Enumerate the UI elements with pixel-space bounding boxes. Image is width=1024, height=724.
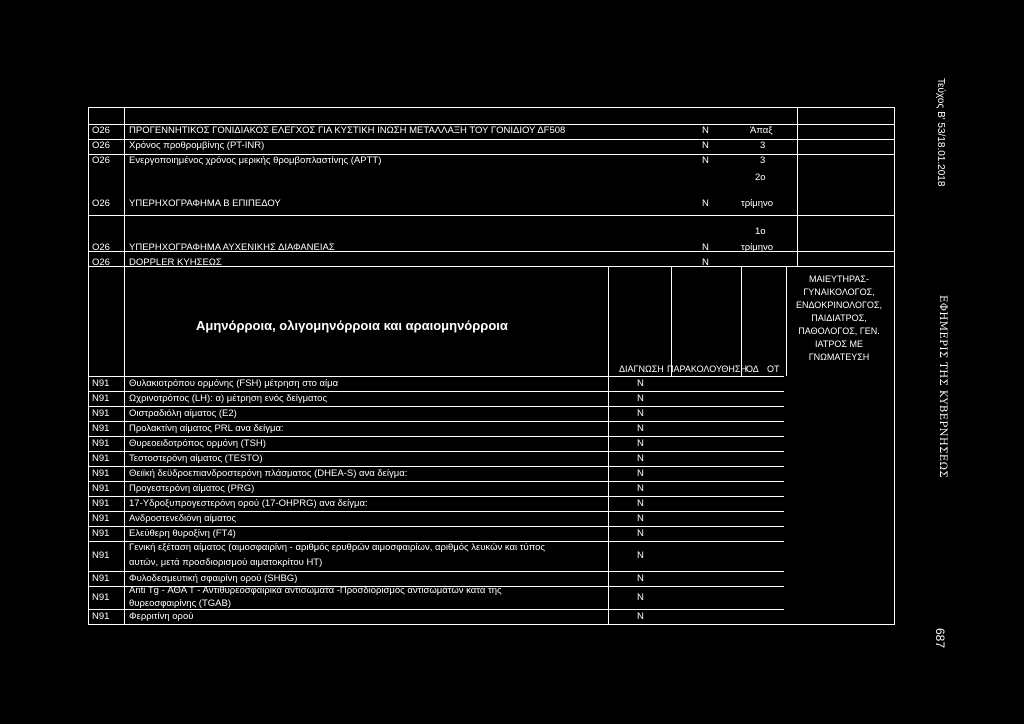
row-desc: Προλακτίνη αίματος PRL ανα δείγμα: bbox=[129, 423, 284, 434]
row-desc: Τεστοστερόνη αίματος (TESTO) bbox=[129, 453, 263, 464]
row-desc-line2: θυρεοσφαιρίνης (TGAB) bbox=[129, 598, 231, 609]
row-desc: Γενική εξέταση αίματος (αιμοσφαιρίνη - αριθμός ερυθρών αιμοσφαιρίων, αριθμός λευκών και τύπος bbox=[129, 542, 545, 553]
row-n: N bbox=[637, 513, 644, 524]
row-code: N91 bbox=[92, 611, 110, 622]
row-desc: DOPPLER ΚΥΗΣΕΩΣ bbox=[129, 257, 222, 268]
header-ot: ΟΤ bbox=[767, 364, 780, 374]
row-desc: Χρόνος προθρομβίνης (PT-INR) bbox=[129, 140, 265, 151]
page-number: 687 bbox=[933, 628, 947, 649]
row-desc: Φυλοδεσμευτική σφαιρίνη ορού (SHBG) bbox=[129, 573, 298, 584]
row-n: N bbox=[637, 550, 644, 561]
specialty-line: ΠΑΘΟΛΟΓΟΣ, ΓΕΝ. bbox=[798, 326, 880, 336]
row-n: N bbox=[637, 468, 644, 479]
row-desc: Οιστραδιόλη αίματος (Ε2) bbox=[129, 408, 237, 419]
specialty-line: ΠΑΙΔΙΑΤΡΟΣ, bbox=[811, 313, 867, 323]
row-code: N91 bbox=[92, 393, 110, 404]
row-code: O26 bbox=[92, 257, 110, 268]
row-desc: Θυρεοειδοτρόπος ορμόνη (TSH) bbox=[129, 438, 266, 449]
row-n: N bbox=[637, 393, 644, 404]
row-desc: Προγεστερόνη αίματος (PRG) bbox=[129, 483, 255, 494]
row-n: N bbox=[702, 155, 709, 166]
row-n: N bbox=[637, 423, 644, 434]
row-n: N bbox=[637, 498, 644, 509]
row-code: N91 bbox=[92, 423, 110, 434]
row-freq-ordinal: 1ο bbox=[755, 226, 766, 237]
row-desc-line2: αυτών, μετά προσδιορισμού αιματοκρίτου ΗΤ) bbox=[129, 557, 323, 568]
row-n: N bbox=[637, 483, 644, 494]
row-code: N91 bbox=[92, 592, 110, 603]
row-desc: Ανδροστενεδιόνη αίματος bbox=[129, 513, 237, 524]
row-code: N91 bbox=[92, 408, 110, 419]
specialties-header bbox=[786, 273, 892, 364]
specialty-line: ΜΑΙΕΥΤΗΡΑΣ- bbox=[809, 274, 869, 284]
row-code: N91 bbox=[92, 438, 110, 449]
header-followup: ΠΑΡΑΚΟΛΟΥΘΗΣΗ bbox=[667, 364, 747, 374]
row-code: N91 bbox=[92, 528, 110, 539]
row-code: O26 bbox=[92, 242, 110, 253]
row-n: N bbox=[702, 242, 709, 253]
row-desc: Ωχρινοτρόπος (LH): α) μέτρηση ενός δείγματος bbox=[129, 393, 328, 404]
header-od: ΟΔ bbox=[746, 364, 759, 374]
row-n: N bbox=[637, 528, 644, 539]
row-n: N bbox=[637, 592, 644, 603]
row-n: N bbox=[702, 257, 709, 268]
row-n: N bbox=[702, 125, 709, 136]
row-freq-period: τρίμηνο bbox=[741, 198, 774, 209]
section-title: Αμηνόρροια, ολιγομηνόρροια και αραιομηνόρροια bbox=[196, 318, 508, 333]
specialty-line: ΕΝΔΟΚΡΙΝΟΛΟΓΟΣ, bbox=[795, 300, 882, 310]
row-code: N91 bbox=[92, 378, 110, 389]
row-code: N91 bbox=[92, 498, 110, 509]
row-desc: ΥΠΕΡΗΧΟΓΡΑΦΗΜΑ Β ΕΠΙΠΕΔΟΥ bbox=[129, 198, 281, 209]
row-desc: 17-Υδροξυπρογεστερόνη ορού (17-OHPRG) ανα δείγμα: bbox=[129, 498, 368, 509]
row-freq-ordinal: 2ο bbox=[755, 172, 766, 183]
row-freq: 3 bbox=[760, 155, 766, 166]
row-code: N91 bbox=[92, 483, 110, 494]
row-n: N bbox=[637, 378, 644, 389]
gazette-label: ΕΦΗΜΕΡΙΣ ΤΗΣ ΚΥΒΕΡΝΗΣΕΩΣ bbox=[937, 295, 948, 478]
row-freq: Άπαξ bbox=[750, 125, 773, 136]
specialty-line: ΓΥΝΑΙΚΟΛΟΓΟΣ, bbox=[803, 287, 875, 297]
specialty-line: ΓΝΩΜΑΤΕΥΣΗ bbox=[808, 352, 870, 362]
row-desc: Φερριτίνη ορού bbox=[129, 611, 194, 622]
row-n: N bbox=[637, 611, 644, 622]
row-code: N91 bbox=[92, 453, 110, 464]
row-desc: Anti Tg - ΑΘΑ Τ - Αντιθυρεοσφαιρικά αντισώματα -Προσδιορισμός αντισωμάτων κατά της bbox=[129, 585, 502, 596]
row-freq-period: τρίμηνο bbox=[741, 242, 774, 253]
row-desc: Ελεύθερη θυροξίνη (FT4) bbox=[129, 528, 236, 539]
row-desc: Θυλακιοτρόπου ορμόνης (FSH) μέτρηση στο αίμα bbox=[129, 378, 339, 389]
row-code: N91 bbox=[92, 550, 110, 561]
row-code: O26 bbox=[92, 125, 110, 136]
specialty-line: ΙΑΤΡΟΣ ΜΕ bbox=[815, 339, 863, 349]
row-code: N91 bbox=[92, 573, 110, 584]
row-code: O26 bbox=[92, 140, 110, 151]
row-n: N bbox=[637, 408, 644, 419]
row-desc: Θειϊκή δεϋδροεπιανδροστερόνη πλάσματος (DHEA-S) ανα δείγμα: bbox=[129, 468, 408, 479]
row-n: N bbox=[637, 438, 644, 449]
row-code: O26 bbox=[92, 198, 110, 209]
issue-label: Τεύχος Β' 53/18.01.2018 bbox=[935, 78, 946, 187]
row-desc: ΥΠΕΡΗΧΟΓΡΑΦΗΜΑ ΑΥΧΕΝΙΚΗΣ ΔΙΑΦΑΝΕΙΑΣ bbox=[129, 242, 335, 253]
row-code: N91 bbox=[92, 468, 110, 479]
row-desc: ΠΡΟΓΕΝΝΗΤΙΚΟΣ ΓΟΝΙΔΙΑΚΟΣ ΕΛΕΓΧΟΣ ΓΙΑ ΚΥΣΤΙΚΗ ΙΝΩΣΗ ΜΕΤΑΛΛΑΞΗ ΤΟΥ ΓΟΝΙΔΙΟΥ ΔF508 bbox=[129, 125, 566, 136]
row-n: N bbox=[637, 453, 644, 464]
row-n: N bbox=[702, 140, 709, 151]
row-code: N91 bbox=[92, 513, 110, 524]
exam-table bbox=[88, 107, 895, 625]
header-diagnosis: ΔΙΑΓΝΩΣΗ bbox=[619, 364, 664, 374]
row-desc: Ενεργοποιημένος χρόνος μερικής θρομβοπλαστίνης (APTT) bbox=[129, 155, 382, 166]
row-n: N bbox=[702, 198, 709, 209]
row-code: O26 bbox=[92, 155, 110, 166]
row-n: N bbox=[637, 573, 644, 584]
row-freq: 3 bbox=[760, 140, 766, 151]
